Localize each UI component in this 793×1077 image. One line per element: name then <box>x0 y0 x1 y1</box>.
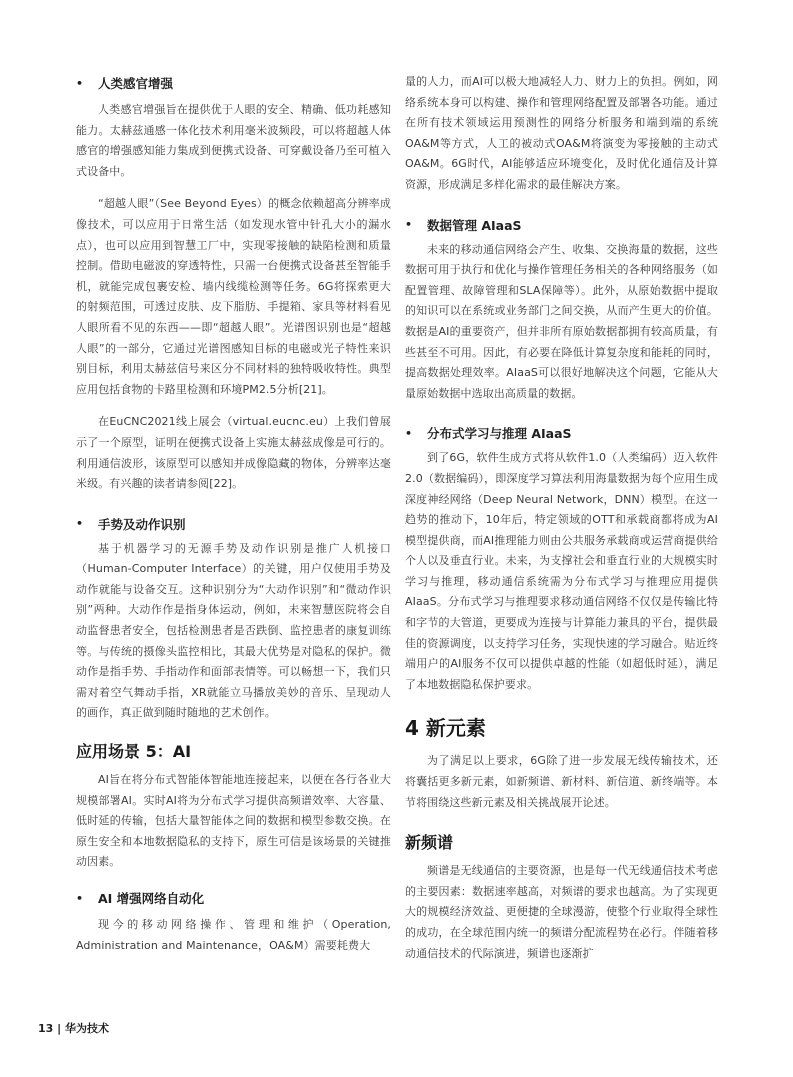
heading-data-management <box>405 214 718 236</box>
paragraph: 量的人力，而AI可以极大地减轻人力、财力上的负担。例如，网络系统本身可以构建、操作和管理网络配置及部署各功能。通过在所有技术领域运用预测性的网络分析服务和端到端的系统OA&M等方式，人工的被动式OA&M将演变为零接触的主动式OA&M。6G时代，AI能够适应环境变化，及时优化通信及计算资源，形成满足多样化需求的最佳解决方案。 <box>405 75 718 191</box>
heading-gesture <box>76 513 391 535</box>
heading-text: AI 增强网络自动化 <box>98 891 205 906</box>
paragraph: 频谱是无线通信的主要资源，也是每一代无线通信技术考虑的主要因素：数据速率越高，对频谱的要求也越高。为了实现更大的规模经济效益、更便捷的全球漫游，使整个行业取得全球性的成功，在全球范围内统一的频谱分配流程势在必行。伴随着移动通信技术的代际演进，频谱也逐渐扩 <box>405 864 718 960</box>
page-footer: 13 | 华为技术 <box>38 1022 109 1035</box>
bullet-icon: • <box>76 517 84 531</box>
heading-text: 数据管理 AIaaS <box>427 217 522 233</box>
heading-text: 人类感官增强 <box>98 76 174 91</box>
heading-text: 手势及动作识别 <box>98 516 186 532</box>
heading-ai-automation <box>76 887 391 909</box>
paragraph: 未来的移动通信网络会产生、收集、交换海量的数据，这些数据可用于执行和优化与操作管理任务相关的各种网络服务（如配置管理、故障管理和SLA保障等）。此外，从原始数据中提取的知识可以在系统或业务部门之间交换，从而产生更大的价值。数据是AI的重要资产，但并非所有原始数据都拥有较高质量，有些甚至不可用。因此，有必要在降低计算复杂度和能耗的同时，提高数据处理效率。AIaaS可以很好地解决这个问题，它能从大量原始数据中选取出高质量的数据。 <box>405 242 718 400</box>
bullet-icon: • <box>405 426 413 440</box>
bullet-icon: • <box>76 76 84 90</box>
heading-text: 分布式学习与推理 AIaaS <box>427 426 572 442</box>
paragraph: “超越人眼”（See Beyond Eyes）的概念依赖超高分辨率成像技术，可以应用于日常生活（如发现水管中针孔大小的漏水点），也可以应用到智慧工厂中，实现零接触的缺陷检测和质量控制。借助电磁波的穿透特性，只需一台便携式设备甚至智能手机，就能完成包裹安检、墙内线缆检测等任务。6G将探索更大的射频范围，可透过皮肤、皮下脂肪、手提箱、家具等材料看见人眼所看不见的东西——即“超越人眼”。光谱图识别也是“超越人眼”的一部分，它通过光谱图感知目标的电磁或光子特性来识别目标，利用太赫兹信号来区分不同材料的独特吸收特性。典型应用包括食物的卡路里检测和环境PM2.5分析[21]。 <box>76 197 391 396</box>
paragraph: 为了满足以上要求，6G除了进一步发展无线传输技术，还将囊括更多新元素，如新频谱、新材料、新信道、新终端等。本节将围绕这些新元素及相关挑战展开论述。 <box>405 754 718 809</box>
subsection-heading-new-spectrum: 新频谱 <box>405 833 454 853</box>
paragraph: 现今的移动网络操作、管理和维护（Operation, Administration and Maintenance，OA&M）需要耗费大 <box>76 918 391 952</box>
heading-distributed-learning <box>405 422 718 444</box>
section-heading-scenario-5: 应用场景 5：AI <box>76 742 192 762</box>
paragraph: AI旨在将分布式智能体智能地连接起来，以便在各行各业大规模部署AI。实时AI将为分布式学习提供高频谱效率、大容量、低时延的传输，包括大量智能体之间的数据和模型参数交换。在原生安全和本地数据隐私的支持下，原生可信是该场景的关键推动因素。 <box>76 773 391 869</box>
paragraph: 到了6G，软件生成方式将从软件1.0（人类编码）迈入软件2.0（数据编码），即深度学习算法利用海量数据为每个应用生成深度神经网络（Deep Neural Network，DNN）模型。在这一趋势的推动下，10年后，特定领域的OTT和承载商都将成为AI模型提供商，而AI推理能力则由公共服务承载商或运营商提供给个人以及垂直行业。未来，为支撑社会和垂直行业的大规模实时学习与推理，移动通信系统需为分布式学习与推理应用提供AIaaS。分布式学习与推理要求移动通信网络不仅仅是传输比特和字节的大管道，更要成为连接与计算能力兼具的平台，提供最佳的资源调度，以支持学习任务，实现快速的学习融合。贴近终端用户的AI服务不仅可以提供卓越的性能（如超低时延），满足了本地数据隐私保护要求。 <box>405 451 718 691</box>
bullet-icon: • <box>76 891 84 905</box>
left-column <box>76 72 391 956</box>
heading-human-senses <box>76 72 391 94</box>
paragraph: 在EuCNC2021线上展会（virtual.eucnc.eu）上我们曾展示了一个原型，证明在便携式设备上实施太赫兹成像是可行的。利用通信波形，该原型可以感知并成像隐藏的物体，分辨率达毫米级。有兴趣的读者请参阅[22]。 <box>76 415 391 491</box>
paragraph: 基于机器学习的无源手势及动作识别是推广人机接口（Human-Computer Interface）的关键，用户仅使用手势及动作就能与设备交互。这种识别分为“大动作识别”和“微动作识别”两种。大动作作是指身体运动，例如，未来智慧医院将会自动监督患者安全，包括检测患者是否跌倒、监控患者的康复训练等。与传统的摄像头监控相比，其最大优势是对隐私的保护。微动作是指手势、手指动作和面部表情等。可以畅想一下，我们只需对着空气舞动手指，XR就能立马播放美妙的音乐、呈现动人的画作，真正做到随时随地的艺术创作。 <box>76 541 391 720</box>
paragraph: 人类感官增强旨在提供优于人眼的安全、精确、低功耗感知能力。太赫兹通感一体化技术利用毫米波频段，可以将超越人体感官的增强感知能力集成到便携式设备、可穿戴设备乃至可植入式设备中。 <box>76 103 391 178</box>
section-heading-new-elements: 4 新元素 <box>405 716 486 741</box>
right-column <box>405 72 718 964</box>
bullet-icon: • <box>405 218 413 232</box>
